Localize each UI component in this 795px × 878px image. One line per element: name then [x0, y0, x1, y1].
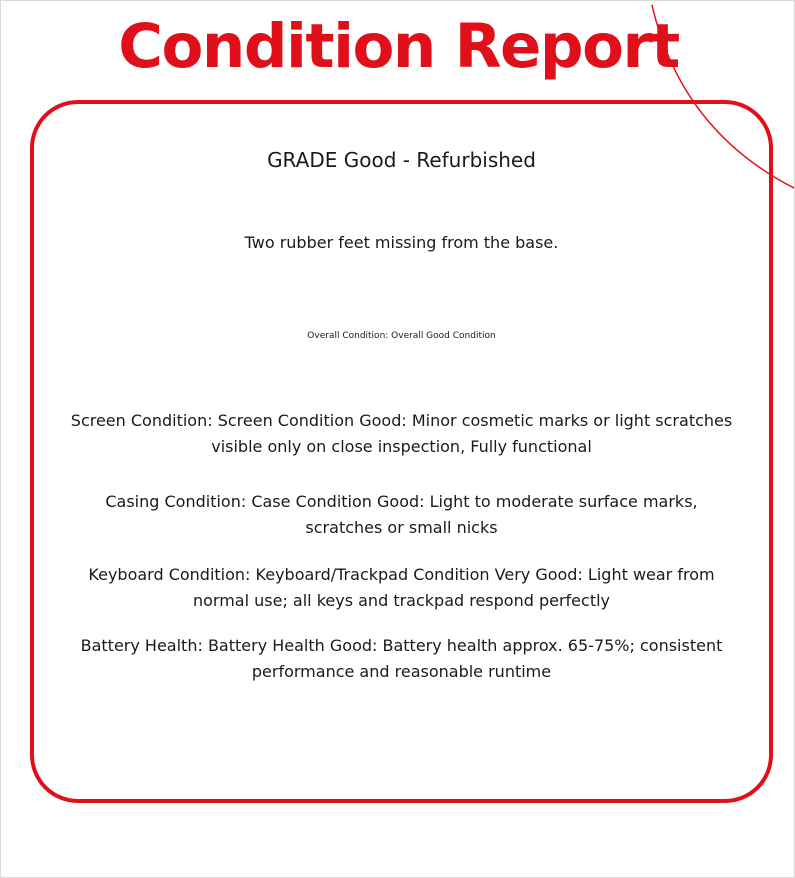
casing-condition: Casing Condition: Case Condition Good: Light to moderate surface marks, scratches or small nicks	[105, 492, 698, 537]
battery-health: Battery Health: Battery Health Good: Battery health approx. 65-75%; consistent performance and reasonable runtime	[80, 636, 723, 681]
condition-note: Two rubber feet missing from the base.	[244, 233, 559, 252]
page-title: Condition Report	[118, 11, 679, 82]
overall-condition: Overall Condition: Overall Good Condition	[307, 331, 496, 341]
screen-condition: Screen Condition: Screen Condition Good: Minor cosmetic marks or light scratches visible only on close inspection, Fully functional	[70, 411, 733, 456]
keyboard-condition: Keyboard Condition: Keyboard/Trackpad Condition Very Good: Light wear from normal use; all keys and trackpad respond perfectly	[88, 565, 715, 610]
grade-heading: GRADE Good - Refurbished	[267, 148, 536, 172]
